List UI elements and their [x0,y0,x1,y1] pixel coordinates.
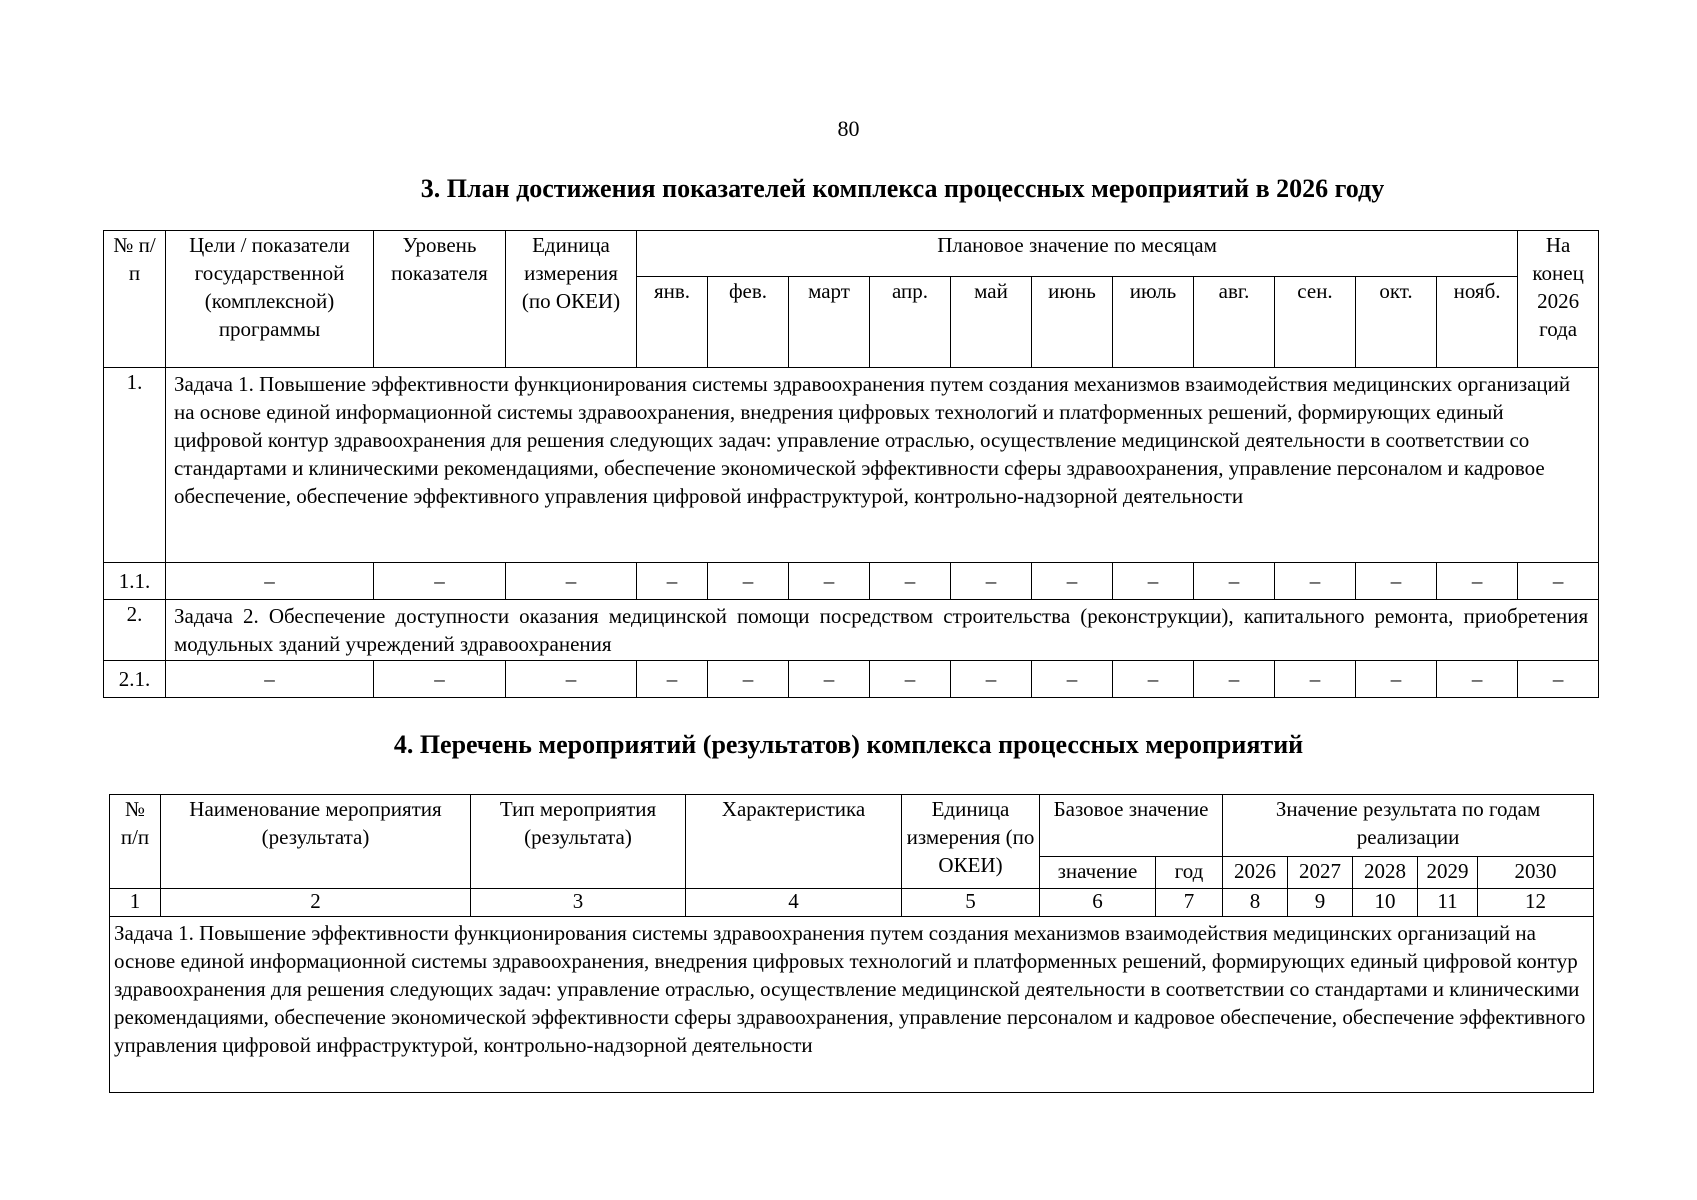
table-cell: – [374,563,506,600]
header-type: Тип мероприятия (результата) [471,795,686,889]
measures-list-table [109,794,1594,1093]
table-cell: – [870,563,951,600]
header-month: июнь [1032,277,1113,368]
header-base-value: значение [1040,857,1156,889]
table-cell: – [1437,563,1518,600]
section3-title: 3. План достижения показателей комплекса процессных мероприятий в 2026 году [420,174,1385,203]
header-year: 2030 [1478,857,1594,889]
task1-text: Задача 1. Повышение эффективности функционирования системы здравоохранения путем создания механизмов взаимодействия медицинских организаций на основе единой информационной системы здравоохранения, внедрения цифровых технологий и платформенных решений, формирующих единый цифровой контур здравоохранения для решения следующих задач: управление отраслью, осуществление медицинской деятельности в соответствии со стандартами и клиническими рекомендациями, обеспечение экономической эффективности сферы здравоохранения, управление персоналом и кадровое обеспечение, обеспечение эффективного управления цифровой инфраструктурой, контрольно-надзорной деятельности [110,917,1594,1093]
table-cell: – [1113,563,1194,600]
task1-num: 1. [104,368,166,563]
header-results: Значение результата по годам реализации [1223,795,1594,857]
table-cell: – [1356,563,1437,600]
header-characteristic: Характеристика [686,795,902,889]
table-cell: – [708,661,789,698]
table-cell: – [506,661,637,698]
table-cell: – [166,563,374,600]
table-cell: – [789,661,870,698]
table-cell: – [637,563,708,600]
task1-text: Задача 1. Повышение эффективности функционирования системы здравоохранения путем создания механизмов взаимодействия медицинских организаций на основе единой информационной системы здравоохранения, внедрения цифровых технологий и платформенных решений, формирующих единый цифровой контур здравоохранения для решения следующих задач: управление отраслью, осуществление медицинской деятельности в соответствии со стандартами и клиническими рекомендациями, обеспечение экономической эффективности сферы здравоохранения, управление персоналом и кадровое обеспечение, обеспечение эффективного управления цифровой инфраструктурой, контрольно-надзорной деятельности [166,368,1599,563]
header-month: июль [1113,277,1194,368]
section4-title: 4. Перечень мероприятий (результатов) комплекса процессных мероприятий [393,730,1304,759]
header-month: янв. [637,277,708,368]
table-cell: – [951,563,1032,600]
table-cell: – [1437,661,1518,698]
table-row-2-1 [104,661,1599,698]
column-number: 10 [1353,889,1418,917]
column-number: 6 [1040,889,1156,917]
header-level: Уровень показателя [374,231,506,368]
column-number: 12 [1478,889,1594,917]
column-number: 5 [902,889,1040,917]
column-number: 8 [1223,889,1288,917]
header-num: № п/п [104,231,166,368]
header-base-year: год [1156,857,1223,889]
header-end-of-year: На конец 2026 года [1518,231,1599,368]
task2-num: 2. [104,600,166,661]
header-month: сен. [1275,277,1356,368]
row-num: 2.1. [104,661,166,698]
header-month: фев. [708,277,789,368]
header-name: Наименование мероприятия (результата) [161,795,471,889]
table-cell: – [374,661,506,698]
table-cell: – [506,563,637,600]
table-cell: – [637,661,708,698]
header-month: нояб. [1437,277,1518,368]
column-number: 7 [1156,889,1223,917]
table-cell: – [1518,661,1599,698]
header-month: май [951,277,1032,368]
table-cell: – [166,661,374,698]
header-year: 2029 [1418,857,1478,889]
column-number: 4 [686,889,902,917]
header-month: авг. [1194,277,1275,368]
header-num: № п/п [110,795,161,889]
table-cell: – [789,563,870,600]
row-num: 1.1. [104,563,166,600]
header-month: март [789,277,870,368]
table-row-1-1 [104,563,1599,600]
indicators-plan-table [103,230,1599,698]
column-number: 3 [471,889,686,917]
page-number: 80 [837,116,860,141]
table-cell: – [1518,563,1599,600]
header-year: 2027 [1288,857,1353,889]
table-cell: – [708,563,789,600]
table-cell: – [951,661,1032,698]
table-cell: – [1113,661,1194,698]
column-number: 1 [110,889,161,917]
table-cell: – [1194,661,1275,698]
table-cell: – [1356,661,1437,698]
task2-text: Задача 2. Обеспечение доступности оказания медицинской помощи посредством строительства (реконструкции), капитального ремонта, приобретения модульных зданий учреждений здравоохранения [166,600,1599,661]
header-months-group: Плановое значение по месяцам [637,231,1518,277]
column-numbers-row [110,889,1594,917]
header-goals: Цели / показатели государственной (комплексной) программы [166,231,374,368]
header-year: 2026 [1223,857,1288,889]
header-month: апр. [870,277,951,368]
column-number: 11 [1418,889,1478,917]
table-cell: – [1032,563,1113,600]
header-month: окт. [1356,277,1437,368]
header-unit: Единица измерения (по ОКЕИ) [506,231,637,368]
header-year: 2028 [1353,857,1418,889]
table-cell: – [1032,661,1113,698]
table-cell: – [870,661,951,698]
column-number: 9 [1288,889,1353,917]
table-cell: – [1194,563,1275,600]
table-cell: – [1275,661,1356,698]
table-cell: – [1275,563,1356,600]
column-number: 2 [161,889,471,917]
header-base: Базовое значение [1040,795,1223,857]
header-unit: Единица измерения (по ОКЕИ) [902,795,1040,889]
